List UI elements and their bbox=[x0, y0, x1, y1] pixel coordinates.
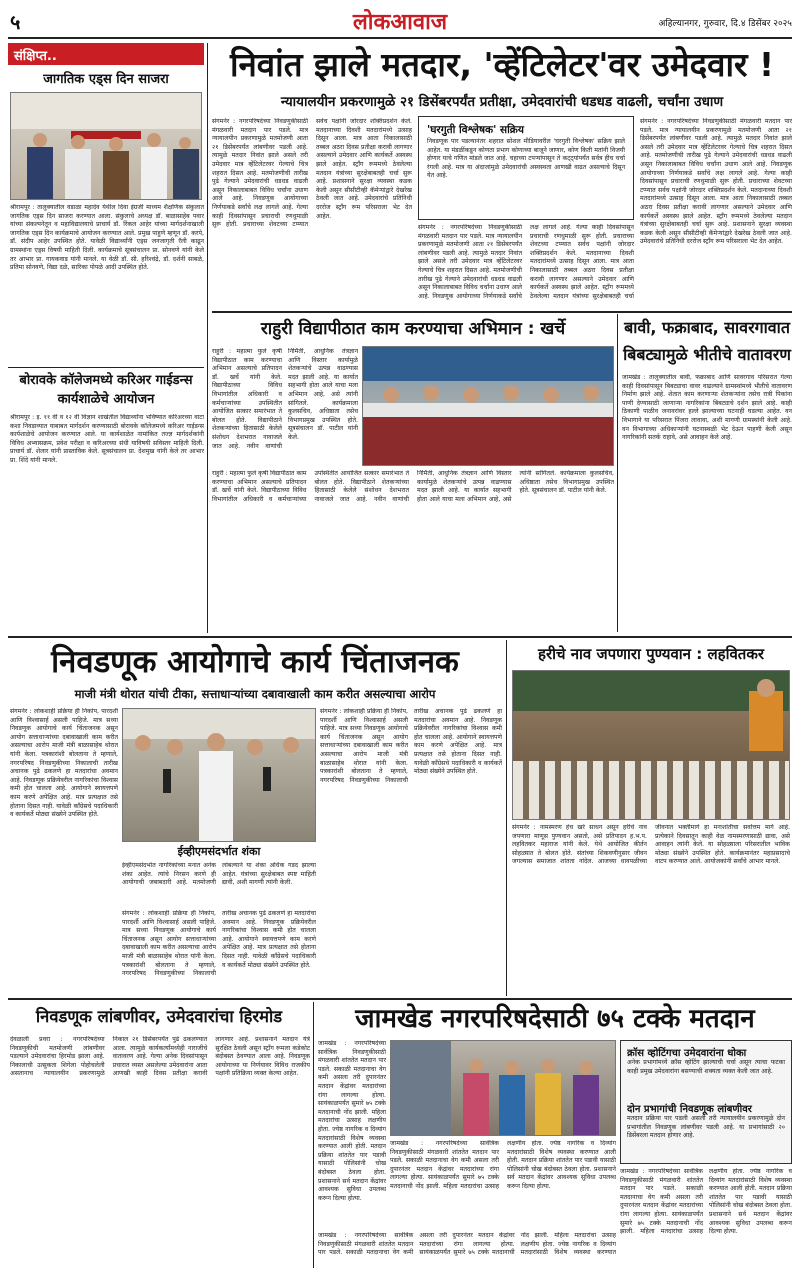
ec-subhead: माजी मंत्री थोरात यांची टीका, सत्ताधाऱ्यांच्या दबावाखाली काम करीत असल्याचा आरोप bbox=[74, 687, 436, 701]
bawi-divider bbox=[617, 314, 618, 632]
harihar-photo bbox=[512, 670, 790, 820]
ec-body-left: संगमनेर : लोकशाही प्रक्रिया ही निकोप, पारदर्शी आणि विश्वासार्ह असली पाहिजे. मात्र सध्या निवडणूक आयोगाचे कार्य चिंताजनक असून आयोग सत्ताधाऱ्यांच्या दबावाखाली काम करीत असल्याचा आरोप माजी मंत्री बाळासाहेब थोरात यांनी केला. पत्रकारांशी बोलताना ते म्हणाले, नगरपरिषद निवडणुकीच्या निकालाची तारीख अचानक पुढे ढकलणे हा मतदारांचा अवमान आहे. निवडणूक प्रक्रियेवरील नागरिकांचा विश्वास कमी होत चालला आहे. आयोगाने स्वायत्तपणे काम करणे अपेक्षित आहे. मात्र प्रत्यक्षात तसे होताना दिसत नाही. यावेळी काँग्रेसचे पदाधिकारी व कार्यकर्ते मोठ्या संख्येने उपस्थित होते. bbox=[10, 708, 118, 819]
lead-body-col2: संगमनेर : नगरपरिषदेच्या निवडणुकीसाठी मंगळवारी मतदान पार पडले. मात्र न्यायालयीन प्रकरणामुळे मतमोजणी आता २१ डिसेंबरपर्यंत लांबणीवर पडली आहे. त्यामुळे मतदार निवांत झाले असले तरी उमेदवार मात्र व्हेंटिलेटरवर गेल्याचे चित्र शहरात दिसत आहे. मतमोजणीची तारीख पुढे गेल्याने उमेदवारांची धडधड वाढली असून निकालाबाबत विविध चर्चांना उधाण आले आहे. निवडणूक आयोगाच्या निर्णयाकडे सर्वांचे लक्ष लागले आहे. गेल्या काही दिवसांपासून प्रचाराची रणधुमाळी सुरू होती. प्रचाराच्या शेवटच्या टप्प्यात सर्वच पक्षांनी जोरदार शक्तिप्रदर्शन केले. मतदानाच्या दिवशी मतदारांमध्ये उत्साह दिसून आला. मात्र आता निकालासाठी तब्बल अठरा दिवस प्रतीक्षा करावी लागणार असल्याने उमेदवार आणि कार्यकर्ते अस्वस्थ झाले आहेत. स्ट्राँग रूममध्ये ठेवलेल्या मतदान यंत्रांच्या सुरक्षेबाबतही चर्चा bbox=[418, 224, 634, 300]
jamkhed-body-bottom: जामखेड : नगरपरिषदेच्या सार्वत्रिक निवडणुकीसाठी मंगळवारी शांततेत मतदान पार पडले. सकाळी मतदानाचा वेग कमी असला तरी दुपारनंतर मतदान केंद्रांवर मतदारांच्या रांगा लागल्या होत्या. सायंकाळपर्यंत सुमारे ७५ टक्के मतदानाची नोंद झाली. महिला मतदारांचा उत्साह लक्षणीय होता. ज्येष्ठ नागरिक व दिव्यांग मतदारांसाठी विशेष व्यवस्था करण्यात bbox=[318, 1232, 616, 1257]
jamkhed-body-left: जामखेड : नगरपरिषदेच्या सार्वत्रिक निवडणुकीसाठी मंगळवारी शांततेत मतदान पार पडले. सकाळी मतदानाचा वेग कमी असला तरी दुपारनंतर मतदान केंद्रांवर मतदारांच्या रांगा लागल्या होत्या. सायंकाळपर्यंत सुमारे ७५ टक्के मतदानाची नोंद झाली. महिला मतदारांचा उत्साह लक्षणीय होता. ज्येष्ठ नागरिक व दिव्यांग मतदारांसाठी विशेष व्यवस्था करण्यात आली होती. मतदान प्रक्रिया शांततेत पार पडावी यासाठी पोलिसांनी चोख बंदोबस्त ठेवला होता. प्रशासनाने सर्व मतदान केंद्रांवर आवश्यक सुविधा उपलब्ध करून दिल्या होत्या. bbox=[318, 1040, 386, 1202]
masthead-rule bbox=[8, 37, 792, 39]
sidebox-body: निवडणूक पार पडल्यानंतर शहरात सोशल मीडियावरील 'घरगुती विश्लेषक' सक्रिय झाले आहेत. या मंडळींकडून कोणता प्रभाग कोणाच्या बाजूने जाणार, कोण किती मतांनी विजयी होणार याचे गणित मांडले जात आहे. चहाच्या टपऱ्यांपासून ते कट्ट्यांपर्यंत सर्वत्र हीच चर्चा रंगली आहे. मात्र या अंदाजांमुळे उमेदवारांची अस्वस्थता आणखी वाढत असल्याचे दिसून येत आहे. bbox=[427, 138, 625, 180]
brief-divider bbox=[8, 367, 204, 368]
jamkhed-headline: जामखेड नगरपरिषदेसाठी ७५ टक्के मतदान bbox=[355, 1004, 755, 1034]
brief2-title: बोरावके कॉलेजमध्ये करिअर गाईडन्स कार्यशाळेचे आयोजन bbox=[19, 373, 193, 407]
harihar-headline: हरीचे नाव जपणारा पुण्यवान : लहवितकर bbox=[537, 645, 765, 663]
dateline: अहिल्यानगर, गुरुवार, दि.४ डिसेंबर २०२५ bbox=[658, 19, 792, 29]
ec-body-right: संगमनेर : लोकशाही प्रक्रिया ही निकोप, पारदर्शी आणि विश्वासार्ह असली पाहिजे. मात्र सध्या निवडणूक आयोगाचे कार्य चिंताजनक असून आयोग सत्ताधाऱ्यांच्या दबावाखाली काम करीत असल्याचा आरोप माजी मंत्री बाळासाहेब थोरात यांनी केला. पत्रकारांशी बोलताना ते म्हणाले, नगरपरिषद निवडणुकीच्या निकालाची तारीख अचानक पुढे ढकलणे हा मतदारांचा अवमान आहे. निवडणूक प्रक्रियेवरील नागरिकांचा विश्वास कमी होत चालला आहे. आयोगाने स्वायत्तपणे काम करणे अपेक्षित आहे. मात्र प्रत्यक्षात तसे होताना दिसत नाही. यावेळी काँग्रेसचे पदाधिकारी व कार्यकर्ते मोठ्या संख्येने उपस्थित होते. bbox=[320, 708, 502, 784]
jamkhed-body-mid: जामखेड : नगरपरिषदेच्या सार्वत्रिक निवडणुकीसाठी मंगळवारी शांततेत मतदान पार पडले. सकाळी मतदानाचा वेग कमी असला तरी दुपारनंतर मतदान केंद्रांवर मतदारांच्या रांगा लागल्या होत्या. सायंकाळपर्यंत सुमारे ७५ टक्के मतदानाची नोंद झाली. महिला मतदारांचा उत्साह लक्षणीय होता. ज्येष्ठ नागरिक व दिव्यांग मतदारांसाठी विशेष व्यवस्था करण्यात आली होती. मतदान प्रक्रिया शांततेत पार पडावी यासाठी पोलिसांनी चोख बंदोबस्त ठेवला होता. प्रशासनाने सर्व मतदान केंद्रांवर आवश्यक सुविधा उपलब्ध करून दिल्या होत्या. bbox=[390, 1140, 616, 1190]
briefs-label: संक्षिप्त.. bbox=[8, 43, 204, 65]
two-wards-body: मतदान प्रक्रिया पार पडली असली तरी न्यायालयीन प्रकरणामुळे दोन प्रभागांतील निवडणूक लांबणीवर पडली आहे. या प्रभागांसाठी २० डिसेंबरला मतदान होणार आहे. bbox=[627, 1115, 785, 1140]
lead-headline: निवांत झाले मतदार, 'व्हेंटिलेटर'वर उमेदवार ! bbox=[229, 45, 775, 84]
sidebox-title: 'घरगुती विश्लेषक' सक्रिय bbox=[427, 124, 524, 136]
brief1-title: जागतिक एड्स दिन साजरा bbox=[43, 72, 169, 87]
brief1-photo bbox=[10, 92, 202, 200]
evm-body: ईव्हीएमसंदर्भात नागरिकांच्या मनात अनेक शंका आहेत. त्यांचे निरसन करणे ही आयोगाची जबाबदारी आहे. मतमोजणी लांबल्याने या शंका अधिक गडद झाल्या आहेत. यंत्रांच्या सुरक्षेबाबत स्पष्ट माहिती द्यावी, अशी मागणी त्यांनी केली. bbox=[122, 862, 316, 887]
two-wards-title: दोन प्रभागांची निवडणूक लांबणीवर bbox=[627, 1104, 752, 1115]
ec-photo bbox=[122, 708, 316, 842]
page-number: ५ bbox=[10, 10, 21, 34]
postponed-body: देवळाली प्रवरा : नगरपरिषदेच्या निवडणुकीची मतमोजणी लांबणीवर पडल्याने उमेदवारांचा हिरमोड झाला आहे. निकालाची उत्सुकता शिगेला पोहोचलेली असतानाच न्यायालयीन प्रकरणामुळे निकाल २१ डिसेंबरपर्यंत पुढे ढकलण्यात आला. त्यामुळे कार्यकर्त्यांमध्येही नाराजीचे वातावरण आहे. गेल्या अनेक दिवसांपासून प्रचारात व्यस्त असलेल्या उमेदवारांना आता आणखी काही दिवस प्रतीक्षा करावी लागणार आहे. प्रशासनाने मतदान यंत्रे सुरक्षित ठेवली असून स्ट्राँग रूमला कडेकोट बंदोबस्त ठेवण्यात आला आहे. निवडणूक आयोगाच्या या निर्णयावर विविध राजकीय पक्षांनी प्रतिक्रिया व्यक्त केल्या आहेत. bbox=[10, 1036, 310, 1078]
harihar-body: संगमनेर : नामस्मरण हेच खरे साधन असून हरीचे नाव जपणारा माणूस पुण्यवान असतो, असे प्रतिपादन ह.भ.प. लहवितकर महाराज यांनी केले. येथे आयोजित कीर्तन सोहळ्यात ते बोलत होते. संतांच्या शिकवणीनुसार जीवन जगल्यास समाजात शांतता नांदेल. आजच्या धावपळीच्या जीवनात भक्तीमार्ग हा मनःशांतीचा सर्वोत्तम मार्ग आहे. प्रत्येकाने दिवसातून काही वेळ नामस्मरणासाठी द्यावा, असे आवाहन त्यांनी केले. या सोहळ्याला परिसरातील भाविक मोठ्या संख्येने उपस्थित होते. कार्यक्रमानंतर महाप्रसादाचे वाटप करण्यात आले. आयोजकांनी सर्वांचे आभार मानले. bbox=[512, 824, 790, 866]
cross-voting-body: अनेक प्रभागांमध्ये क्रॉस व्होटिंग झाल्याची चर्चा असून त्याचा फटका काही प्रमुख उमेदवारांना बसण्याची शक्यता व्यक्त केली जात आहे. bbox=[627, 1059, 785, 1075]
brief1-body: श्रीरामपूर : तालुक्यातील वडाळा महादेव येथील दिवा इंग्रजी माध्यम शैक्षणिक संकुलात जागतिक एड्स दिन साजरा करण्यात आला. संकुलाचे अध्यक्ष डॉ. बाळासाहेब पवार यांच्या संकल्पनेतून व महाविद्यालयाचे प्राचार्य डॉ. रिंकल आहेर यांच्या मार्गदर्शनाखाली जागतिक एड्स दिन कार्यक्रमाचे आयोजन करण्यात आले. प्रमुख पाहुणे म्हणून डॉ. करपे, डॉ. संदीप आहेर उपस्थित होते. यावेळी विद्यार्थ्यांनी एड्स जनजागृती रॅली काढून ग्रामस्थांना एड्स विषयी माहिती दिली. कार्यक्रमाचे सूत्रसंचालन प्रा. सोनवणे यांनी केले तर आभार प्रा. गायकवाड यांनी मानले. या वेळी डॉ. सी. हरिश्चंद्रे, डॉ. दर्शनी साबळे, प्रतिमा सोनवणे, विद्या दळे, सारिका पोपळे आदी उपस्थित होते. bbox=[10, 204, 204, 272]
ec-headline: निवडणूक आयोगाचे कार्य चिंताजनक bbox=[51, 644, 459, 680]
jamkhed-divider bbox=[313, 1002, 314, 1268]
jamkhed-photo bbox=[390, 1040, 616, 1136]
harihar-divider bbox=[506, 640, 507, 996]
lead-sidebox bbox=[418, 116, 634, 220]
evm-title: ईव्हीएमसंदर्भात शंका bbox=[177, 845, 261, 858]
jamkhed-body-right: जामखेड : नगरपरिषदेच्या सार्वत्रिक निवडणुकीसाठी मंगळवारी शांततेत मतदान पार पडले. सकाळी मतदानाचा वेग कमी असला तरी दुपारनंतर मतदान केंद्रांवर मतदारांच्या रांगा लागल्या होत्या. सायंकाळपर्यंत सुमारे ७५ टक्के मतदानाची नोंद झाली. महिला मतदारांचा उत्साह लक्षणीय होता. ज्येष्ठ नागरिक व दिव्यांग मतदारांसाठी विशेष व्यवस्था करण्यात आली होती. मतदान प्रक्रिया शांततेत पार पडावी यासाठी पोलिसांनी चोख बंदोबस्त ठेवला होता. प्रशासनाने सर्व मतदान केंद्रांवर आवश्यक सुविधा उपलब्ध करून दिल्या होत्या. bbox=[620, 1168, 792, 1236]
cross-voting-title: क्रॉस व्होटिंगचा उमेदवारांना धोका bbox=[627, 1048, 747, 1059]
lower-rule bbox=[8, 998, 792, 1000]
bawi-body: जामखेड : तालुक्यातील बावी, फक्राबाद आणि सावरगाव परिसरात गेल्या काही दिवसांपासून बिबट्याचा वावर वाढल्याने ग्रामस्थांमध्ये भीतीचे वातावरण निर्माण झाले आहे. शेतात काम करणाऱ्या शेतकऱ्यांना तसेच रात्री पिकांना पाणी देण्यासाठी जाणाऱ्या नागरिकांना बिबट्याचे दर्शन झाले आहे. काही ठिकाणी पाळीव जनावरांवर हल्ले झाल्याच्या घटनाही घडल्या आहेत. वन विभागाने या परिसरात पिंजरा लावावा, अशी मागणी ग्रामस्थांनी केली आहे. वन विभागाच्या अधिकाऱ्यांनी घटनास्थळी भेट देऊन पाहणी केली असून नागरिकांनी सतर्क राहावे, असे आवाहन केले आहे. bbox=[622, 374, 792, 442]
rahuri-photo bbox=[362, 346, 614, 466]
lead-subhead: न्यायालयीन प्रकरणामुळे २१ डिसेंबरपर्यंत प्रतीक्षा, उमेदवारांची धडधड वाढली, चर्चांना उधाण bbox=[280, 94, 724, 110]
lead-body-col3: संगमनेर : नगरपरिषदेच्या निवडणुकीसाठी मंगळवारी मतदान पार पडले. मात्र न्यायालयीन प्रकरणामुळे मतमोजणी आता २१ डिसेंबरपर्यंत लांबणीवर पडली आहे. त्यामुळे मतदार निवांत झाले असले तरी उमेदवार मात्र व्हेंटिलेटरवर गेल्याचे चित्र शहरात दिसत आहे. मतमोजणीची तारीख पुढे गेल्याने उमेदवारांची धडधड वाढली असून निकालाबाबत विविध चर्चांना उधाण आले आहे. निवडणूक आयोगाच्या निर्णयाकडे सर्वांचे लक्ष लागले आहे. गेल्या काही दिवसांपासून प्रचाराची रणधुमाळी सुरू होती. प्रचाराच्या शेवटच्या टप्प्यात सर्वच पक्षांनी जोरदार शक्तिप्रदर्शन केले. मतदानाच्या दिवशी मतदारांमध्ये उत्साह दिसून आला. मात्र आता निकालासाठी तब्बल अठरा दिवस प्रतीक्षा करावी लागणार असल्याने उमेदवार आणि कार्यकर्ते अस्वस्थ झाले आहेत. स्ट्राँग रूममध्ये ठेवलेल्या मतदान यंत्रांच्या सुरक्षेबाबतही चर्चा सुरू आहे. प्रशासनाने सुरक्षा व्यवस्था कडक केली असून सीसीटीव्ही कॅमेऱ्यांद्वारे देखरेख ठेवली जात आहे. उमेदवारांचे प्रतिनिधी दररोज स्ट्राँग रूम परिसराला भेट देत आहेत. bbox=[640, 118, 792, 246]
bawi-headline: बावी, फक्राबाद, सावरगावात बिबट्यामुळे भीतीचे वातावरण bbox=[623, 318, 791, 364]
ec-body-bottom: संगमनेर : लोकशाही प्रक्रिया ही निकोप, पारदर्शी आणि विश्वासार्ह असली पाहिजे. मात्र सध्या निवडणूक आयोगाचे कार्य चिंताजनक असून आयोग सत्ताधाऱ्यांच्या दबावाखाली काम करीत असल्याचा आरोप माजी मंत्री बाळासाहेब थोरात यांनी केला. पत्रकारांशी बोलताना ते म्हणाले, नगरपरिषद निवडणुकीच्या निकालाची तारीख अचानक पुढे ढकलणे हा मतदारांचा अवमान आहे. निवडणूक प्रक्रियेवरील नागरिकांचा विश्वास कमी होत चालला आहे. आयोगाने स्वायत्तपणे काम करणे अपेक्षित आहे. मात्र प्रत्यक्षात तसे होताना दिसत नाही. यावेळी काँग्रेसचे पदाधिकारी व कार्यकर्ते मोठ्या संख्येने उपस्थित होते. bbox=[122, 910, 316, 978]
rahuri-body-left: राहुरी : महात्मा फुले कृषी विद्यापीठात काम करण्याचा अभिमान असल्याचे प्रतिपादन डॉ. खर्चे यांनी केले. विद्यापीठाच्या विविध विभागांतील अधिकारी व कर्मचाऱ्यांच्या उपस्थितीत आयोजित सत्कार समारंभात ते बोलत होते. विद्यापीठाने शेतकऱ्यांच्या हितासाठी केलेले संशोधन देशभरात नावाजले जात आहे. नवीन वाणांची निर्मिती, आधुनिक तंत्रज्ञान आणि विस्तार कार्यामुळे शेतकऱ्यांचे उत्पन्न वाढण्यास मदत झाली आहे. या कार्यात सहभागी होता आले याचा मला अभिमान आहे, असे त्यांनी सांगितले. कार्यक्रमाला कुलसचिव, अधिष्ठाता तसेच विभागप्रमुख उपस्थित होते. सूत्रसंचालन डॉ. पाटील यांनी केले. bbox=[212, 348, 358, 450]
postponed-headline: निवडणूक लांबणीवर, उमेदवारांचा हिरमोड bbox=[35, 1007, 283, 1026]
masthead-logo: लोकआवाज bbox=[352, 10, 448, 35]
col-divider bbox=[207, 43, 208, 633]
brief2-body: श्रीरामपूर : इ. ११ वी व १२ वी विज्ञान शाखेतील विद्यार्थ्यांना भविष्यात करिअरच्या वाटा कशा निवडाव्यात याबाबत मार्गदर्शन करण्यासाठी बोरावके कॉलेजमध्ये करिअर गाईडन्स कार्यशाळेचे आयोजन करण्यात आले. या कार्यशाळेत नामांकित तज्ज्ञ मार्गदर्शकांनी विविध अभ्यासक्रम, प्रवेश परीक्षा व करिअरच्या संधी याविषयी सविस्तर माहिती दिली. प्राचार्य डॉ. शेलार यांनी प्रास्ताविक केले. सूत्रसंचालन प्रा. देशमुख यांनी केले तर आभार प्रा. शिंदे यांनी मानले. bbox=[10, 414, 204, 464]
lead-bottom-rule bbox=[212, 311, 792, 313]
lead-body-col1: संगमनेर : नगरपरिषदेच्या निवडणुकीसाठी मंगळवारी मतदान पार पडले. मात्र न्यायालयीन प्रकरणामुळे मतमोजणी आता २१ डिसेंबरपर्यंत लांबणीवर पडली आहे. त्यामुळे मतदार निवांत झाले असले तरी उमेदवार मात्र व्हेंटिलेटरवर गेल्याचे चित्र शहरात दिसत आहे. मतमोजणीची तारीख पुढे गेल्याने उमेदवारांची धडधड वाढली असून निकालाबाबत विविध चर्चांना उधाण आले आहे. निवडणूक आयोगाच्या निर्णयाकडे सर्वांचे लक्ष लागले आहे. गेल्या काही दिवसांपासून प्रचाराची रणधुमाळी सुरू होती. प्रचाराच्या शेवटच्या टप्प्यात सर्वच पक्षांनी जोरदार शक्तिप्रदर्शन केले. मतदानाच्या दिवशी मतदारांमध्ये उत्साह दिसून आला. मात्र आता निकालासाठी तब्बल अठरा दिवस प्रतीक्षा करावी लागणार असल्याने उमेदवार आणि कार्यकर्ते अस्वस्थ झाले आहेत. स्ट्राँग रूममध्ये ठेवलेल्या मतदान यंत्रांच्या सुरक्षेबाबतही चर्चा सुरू आहे. प्रशासनाने सुरक्षा व्यवस्था कडक केली असून सीसीटीव्ही कॅमेऱ्यांद्वारे देखरेख ठेवली जात आहे. उमेदवारांचे प्रतिनिधी दररोज स्ट्राँग रूम परिसराला भेट देत आहेत. bbox=[212, 118, 412, 229]
mid-rule bbox=[8, 636, 792, 638]
rahuri-body-bottom: राहुरी : महात्मा फुले कृषी विद्यापीठात काम करण्याचा अभिमान असल्याचे प्रतिपादन डॉ. खर्चे यांनी केले. विद्यापीठाच्या विविध विभागांतील अधिकारी व कर्मचाऱ्यांच्या उपस्थितीत आयोजित सत्कार समारंभात ते बोलत होते. विद्यापीठाने शेतकऱ्यांच्या हितासाठी केलेले संशोधन देशभरात नावाजले जात आहे. नवीन वाणांची निर्मिती, आधुनिक तंत्रज्ञान आणि विस्तार कार्यामुळे शेतकऱ्यांचे उत्पन्न वाढण्यास मदत झाली आहे. या कार्यात सहभागी होता आले याचा मला अभिमान आहे, असे त्यांनी सांगितले. कार्यक्रमाला कुलसचिव, अधिष्ठाता तसेच विभागप्रमुख उपस्थित होते. सूत्रसंचालन डॉ. पाटील यांनी केले. bbox=[212, 470, 614, 503]
rahuri-headline: राहुरी विद्यापीठात काम करण्याचा अभिमान : खर्चे bbox=[260, 319, 566, 339]
cross-voting-box bbox=[620, 1040, 792, 1164]
